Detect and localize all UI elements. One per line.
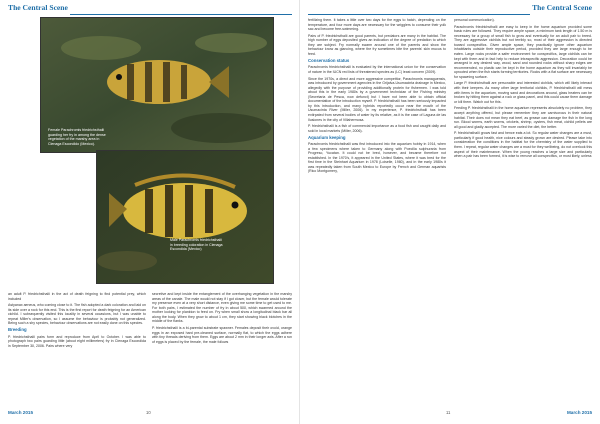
masthead-rule-left — [70, 14, 292, 15]
masthead-left: The Central Scene — [8, 3, 68, 12]
paragraph: Feeding P. friedrichsthalii in the home aquarium represents absolutely no problem, they accept anything offered, but please remember they are carnivorous in their natural habitat. Their does not mean they eat beef, as grease can damage the fish in the long run. Blood worms, earth worms, crickets, shrimp, oysters, fish meat, cichlid pellets are all good and gladly accepted. The more varied the diet, the better. — [454, 106, 592, 129]
paragraph: Parachromis friedrichsthalii was first introduced into the aquarium hobby in 1914, when a few specimens where taken to Germany along with Poecilia sulphuraria from Progreso, Yucatan. It could not be bred, however, and became therefore not established. In the 1970's, it appeared in the United States, where it was bred for the first time in the Steinhart Aquarium in 1978 (Loiselle, 1980), and in the early 1980s it was repeatedly taken from South Mexico to Europe by French and German aquarists (Rico Montgomery, — [308, 142, 446, 174]
page-number-left: 10 — [146, 410, 151, 415]
left-column-1 — [8, 292, 146, 406]
masthead-rule-right — [308, 14, 530, 15]
fish-photo-male-svg — [97, 151, 273, 283]
section-heading-conservation: Conservation status — [308, 57, 350, 63]
paragraph: P. friedrichsthalii is a bi-parental substrate spawner. Females deposit their ovoid, orange eggs in an exposed hard pre-cleaned surface, normally flat, to which the eggs adhere with tiny threads deriving from them. Eggs are about 2 mm in their longer axis. After a run of eggs is placed by the female, the male follows — [152, 326, 292, 344]
paragraph: P. friedrichsthalii pairs form and reproduce from April to October. I was able to photograph two pairs guarding little (about eight millimeters) fry in Cienaga Escondida in September 30, 2006. Pairs where very — [8, 334, 146, 348]
right-column-1 — [308, 18, 446, 408]
right-page — [300, 0, 600, 424]
paragraph: secretive and kept inside the entanglement of the overhanging vegetation in the marshy areas of the canale. The male would not stay if I got closer, but the female would tolerate my presence even at a very short distance, even giving me some time to get used to me. For both pairs, I estimated the number of fry in about 500, which swarmed around the mother looking for plankton to feed on. Fry when small show a longitudinal black bar all along the body. When they grow to about 1 cm, they start showing black blotches in the middle of the flanks. — [152, 292, 292, 324]
caption-line: Escondida (Mexico) — [170, 247, 202, 252]
masthead-right: The Central Scene — [532, 3, 592, 12]
paragraph: fertilizing them. It takes a little over two days for the eggs to hatch, depending on the temperature, and four more days are necessary for the wrigglers to consume their yolk sac and become free-swimming. — [308, 18, 446, 32]
paragraph: Pairs of P. friedrichsthalii are good parents, but predators are many in the habitat. The high number of eggs deposited gives an indication of the degree of predation to which they are subject. Fry normally swarm around one of the parents and show the behaviour know as glancing, where the fry sometimes bite the parents' skin mucus to feed. — [308, 33, 446, 57]
caption-line: Male Parachromis friedrichsthalii — [170, 238, 222, 242]
section-heading-aquarium: Aquarium keeping — [308, 134, 346, 140]
caption-line: in breeding coloration in Cienaga — [170, 242, 223, 247]
left-column-2 — [152, 292, 292, 406]
paragraph: Since the 1970s, a direct and more aggressive competitor, Parachromis managuensis, was introduced by government agencies in the Grijalva-Usumacinta drainage in Mexico, allegedly with the purpose of providing additionally protein for fishermen. I was told about this in the early 1980s by a government technician of the Fishing ministry (Secretaria de Pesca, now defunct) but I have not been able to obtain official documentation of the introduction myself. P. friedrichsthalii has been seriously impacted by this introduction, and many hybrids reportedly occur near the mouth of the Usumacinta River (Miller, 2006). In my experience, P. friedrichsthalii has been extirpated from several bodies of water by its relative, as it is the case of Laguna de las Ilusiones in the city of Villahermosa. — [308, 76, 446, 122]
paragraph: Parachromis friedrichsthalii is evaluated by the international union for the conservation of nature in the IUCN red lists of threatened species as (LC) least concern (2009). — [308, 65, 446, 74]
right-column-2 — [454, 18, 592, 408]
photo-caption-male — [170, 238, 223, 252]
footer-date-right: March 2015 — [566, 410, 592, 415]
section-heading-breeding: Breeding — [8, 327, 27, 333]
paragraph: Large P. friedrichsthalii are personable and interested cichlids, which will likely interact with their keepers. As many other large territorial cichlids, P. friedrichsthalii will mess with items in the aquarium, moving sand and decorations around, glass heaters can be broken by hitting them against a rock or glass panel, and this could cause them damage or kill them. Watch out for this. — [454, 81, 592, 104]
paragraph: an adult P. friedrichsthalii in the act of death feigning to find potential prey, which included — [8, 292, 146, 301]
caption-line: guarding her fry in among the dense — [48, 132, 106, 137]
footer-date-left: March 2015 — [8, 410, 34, 415]
caption-line: vegetation of the marshy area in — [48, 137, 100, 142]
paragraph: Parachromis friedrichsthalii are easy to keep in the home aquarium provided some basic rules are followed. They require ample space, a minimum tank length of 1.50 m is necessary for a group of small fish to grow and eventually for an adult pair to breed. They are aggressive cichlids but not terribly so, most of their aggression is directed toward conspecifics. Given ample space, they practically ignore other aquarium inhabitants outside their reproductive period, provided they are large enough to be eaten. Large rocks provide a safer environment for conspecifics, large cichlids can be kept with them and in fact help to reduce intraspecific aggression. Decoration could be arranged in any desired way, wood, sand and rounded rocks without sharp edges are recommended, no plastic can be kept in the home aquarium as they will invariably be uprooted when the fish starts forming territories. Rocks with a flat surface are necessary for spawning surface. — [454, 24, 592, 79]
paragraph: Astyanax aeneus, who coming close to it. The fish adopted a dark coloration and laid on its side over a rock for this end. This is the first report for death feigning for an American cichlid. I subsequently visited this locality in several occasions, but I was unable to repeat Miller's observation, so I assume the behaviour is probably not generalized. Being such a shy species, behaviour observations are not easily done on this species. — [8, 303, 146, 326]
caption-line: Cienaga Escondido (Mexico). — [48, 141, 95, 146]
paragraph: P. friedrichsthalii is a fish of commercial importance as a food fish and caught daily and sold in local markets (Miller, 2006). — [308, 124, 446, 133]
paragraph: personal communication). — [454, 18, 495, 22]
paragraph: P. friedrichsthalii grows fast and hence eats a lot. So regular water changes are a must, particularly if good health, nice colours and steady grown are desired. Please take into consideration the conditions in the habitat for the chemistry of the water supplied to them. I repeat, regular water changes are a must for they wellbeing, do not overlook this aspect of their maintenance. When the young reaches a large size and particularly when a pair has been formed, it is wise to remove all conspecifics, or most likely, unless — [454, 131, 592, 159]
photo-caption-female — [48, 128, 106, 146]
page-number-right: 11 — [446, 410, 451, 415]
caption-line: Female Parachromis friedrichsthalii — [48, 128, 105, 132]
male-cichlid-photo — [96, 150, 274, 284]
